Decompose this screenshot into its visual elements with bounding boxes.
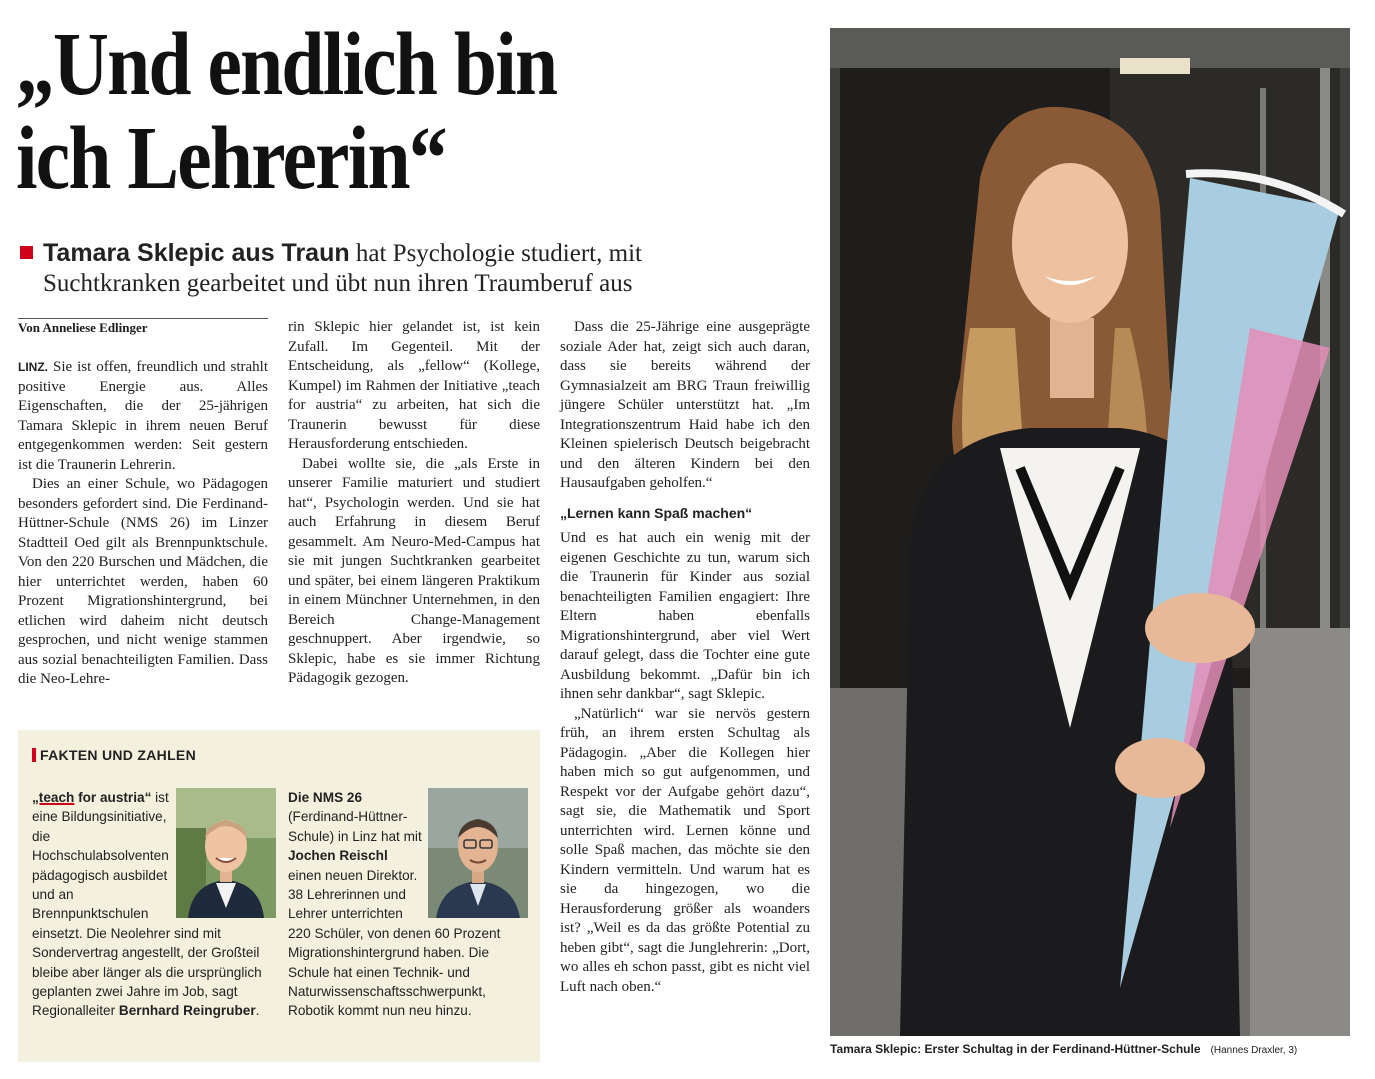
- caption-text: Tamara Sklepic: Erster Schultag in der Ferdinand-Hüttner-Schule: [830, 1042, 1201, 1056]
- fact1-head-rest: for austria“: [74, 790, 152, 805]
- article-column-2: [288, 318, 540, 689]
- paragraph: Dabei wollte sie, die „als Erste in unserer Familie maturiert und studiert hat“, Psychologin werden. Und sie hat auch Erfahrung in diesem Beruf gesammelt. Am Neuro-Med-Campus hat sie mit jungen Suchtkranken gearbeitet und später, bei einem längeren Praktikum in einem Münchner Unternehmen, in den Bereich Change-Management geschnuppert. Aber irgendwie, so Sklepic, habe es sie immer Richtung Pädagogik gezogen.: [288, 455, 540, 686]
- main-photo-teacher-with-school-cone: [830, 28, 1350, 1036]
- fact2-text2: einen neuen Direktor. 38 Lehrerinnen und Lehrer unterrichten 220 Schüler, von denen 60 Prozent Migrationshintergrund haben. Die Schule hat einen Technik- und Naturwissenschaftsschwerpunkt, Robotik kommt nun neu hinzu.: [288, 867, 501, 1019]
- paragraph: „Natürlich“ war sie nervös gestern früh, an ihrem ersten Schultag als Pädagogin. „Aber die Kollegen hier haben mich so gut aufgenommen, und Respekt vor der Aufgabe gehört dazu“, sagt sie, die Mathematik und Sport unterrichten wird. Lernen könne und solle Spaß machen, das möchte sie den Kindern vermitteln. Und warum hat es sie da hingezogen, wo die Herausforderung größer als woanders ist? „Weil es da das größte Potential zu heben gibt“, sagt die Junglehrerin: „Dort, wo alles eh schon passt, gibt es nicht viel Luft nach oben.“: [560, 705, 810, 995]
- headline-line2: ich Lehrerin“: [16, 109, 446, 208]
- byline: Von Anneliese Edlinger: [18, 318, 268, 336]
- headline-line1: „Und endlich bin: [16, 15, 557, 114]
- red-bar-icon: [32, 748, 36, 762]
- article-column-3: [560, 318, 810, 997]
- fact2-name: Jochen Reischl: [288, 848, 388, 864]
- fact1-head-teach: „teach: [32, 790, 75, 805]
- portrait-jochen-reischl-icon: [428, 788, 528, 918]
- fact-teach-for-austria: [32, 788, 276, 1021]
- headline: [16, 15, 704, 208]
- subhead-lead: Tamara Sklepic aus Traun: [43, 239, 350, 267]
- fact1-text: ist eine Bildungsinitiative, die Hochschulabsolventen pädagogisch ausbildet und an Brennpunktschulen einsetzt. Die Neolehrer sind mit Sondervertrag angestellt, der Großteil bleibe aber länger als die ursprünglich geplanten zwei Jahre im Job, sagt Regionalleiter: [32, 790, 262, 1019]
- facts-title: [32, 747, 196, 763]
- paragraph: Und es hat auch ein wenig mit der eigenen Geschichte zu tun, warum sich die Traunerin für Kinder aus sozial benachteiligten Familien engagiert: Ihre Eltern haben ebenfalls Migrationshintergrund, aber viel Wert darauf gelegt, dass die Tochter eine gute Ausbildung bekommt. „Dafür bin ich ihnen sehr dankbar“, sagt Sklepic.: [560, 530, 810, 702]
- facts-box: [18, 730, 540, 1062]
- paragraph-text: Sie ist offen, freundlich und strahlt positive Energie aus. Alles Eigenschaften, die der 25-jährigen Tamara Sklepic in ihrem neuen Beruf entgegenkommen werden: Seit gestern ist die Traunerin Lehrerin.: [18, 359, 268, 473]
- article-column-1: [18, 358, 268, 690]
- fact-nms-26: [288, 788, 528, 1021]
- facts-title-text: FAKTEN UND ZAHLEN: [40, 747, 196, 763]
- paragraph: rin Sklepic hier gelandet ist, ist kein Zufall. Im Gegenteil. Mit der Entscheidung, als „fellow“ (Kollege, Kumpel) im Rahmen der Initiative „teach for austria“ zu arbeiten, hat sich die Traunerin bewusst für diese Herausforderung entschieden.: [288, 319, 540, 452]
- paragraph: Dies an einer Schule, wo Pädagogen besonders gefordert sind. Die Ferdinand-Hüttner-Schule (NMS 26) im Linzer Stadtteil Oed gilt als Brennpunktschule. Von den 220 Burschen und Mädchen, die hier unterrichtet werden, haben 60 Prozent Migrationshintergrund, bei etlichen wird daheim nicht deutsch gesprochen, und nicht wenige stammen aus sozial benachteiligten Familien. Dass die Neo-Lehre-: [18, 476, 268, 687]
- paragraph: Dass die 25-Jährige eine ausgeprägte soziale Ader hat, zeigt sich auch daran, dass sie bereits während der Gymnasialzeit am BRG Traun freiwillig jüngere Schüler unterstützt hat. „Im Integrationszentrum Haid habe ich den Kleinen spielerisch Deutsch beigebracht und den älteren Kindern bei den Hausaufgaben geholfen.“: [560, 319, 810, 491]
- fact1-end: .: [255, 1003, 260, 1019]
- fact2-text1: (Ferdinand-Hüttner-Schule) in Linz hat mit: [288, 809, 422, 844]
- paragraph: [18, 358, 268, 475]
- fact1-name: Bernhard Reingruber: [118, 1003, 256, 1019]
- subheadline: [20, 238, 810, 299]
- section-heading: „Lernen kann Spaß machen“: [560, 504, 753, 521]
- red-square-bullet-icon: [20, 246, 33, 259]
- fact2-head: Die NMS 26: [288, 790, 363, 805]
- subhead-line2: Suchtkranken gearbeitet und übt nun ihren Traumberuf aus: [43, 270, 633, 297]
- dateline-city: LINZ.: [18, 360, 48, 374]
- photo-credit: (Hannes Draxler, 3): [1210, 1045, 1298, 1056]
- portrait-bernhard-reingruber-icon: [176, 788, 276, 918]
- subhead-rest: hat Psychologie studiert, mit: [349, 240, 642, 267]
- photo-caption: [830, 1042, 1297, 1056]
